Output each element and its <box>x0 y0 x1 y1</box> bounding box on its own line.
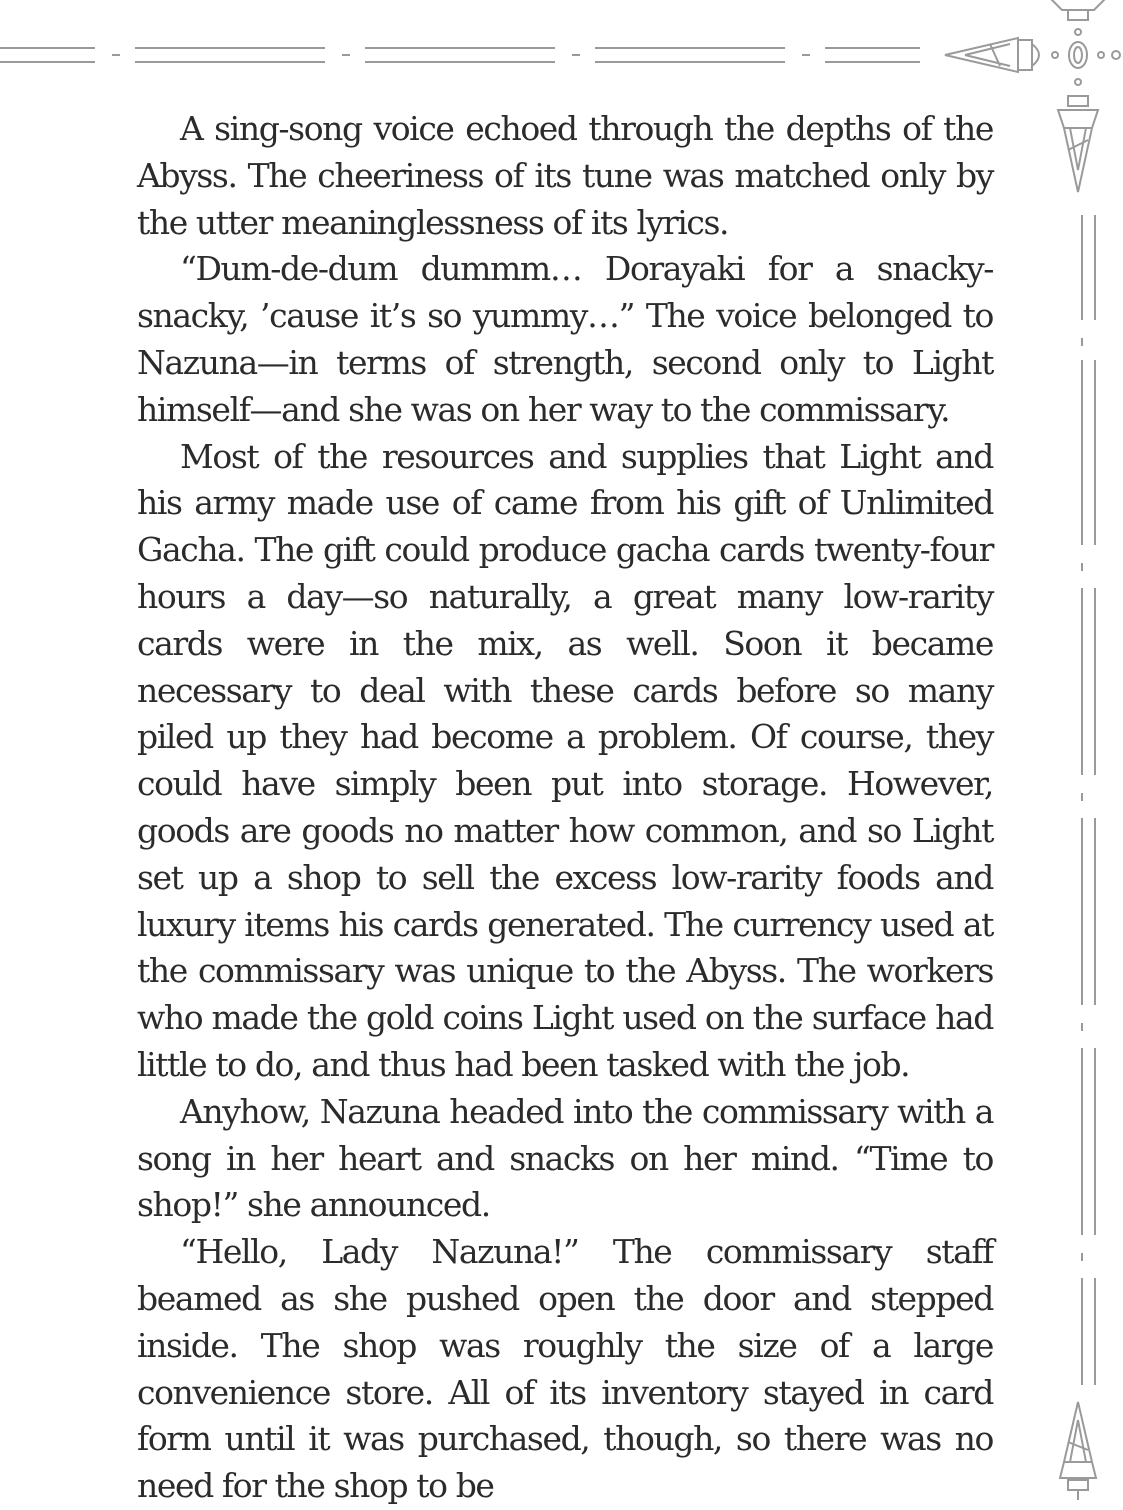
paragraph: “Hello, Lady Nazuna!” The commissary staff beamed as she pushed open the door and stepped inside. The shop was roughly the size of a large convenience store. All of its inventory stayed in card form until it was purchased, though, so there was no need for the shop to be <box>137 1232 993 1506</box>
crystal-pendant-icon <box>1060 1402 1096 1500</box>
crystal-pendant-icon <box>1050 0 1106 192</box>
side-border-line <box>1081 215 1095 1385</box>
paragraph: A sing-song voice echoed through the depths of the Abyss. The cheeriness of its tune was matched only by the utter meaninglessness of its lyrics. <box>137 109 993 242</box>
paragraph: Anyhow, Nazuna headed into the commissary with a song in her heart and snacks on her mind. “Time to shop!” she announced. <box>137 1091 993 1225</box>
paragraph: “Dum-de-dum dummm… Dorayaki for a snacky-snacky, ’cause it’s so yummy…” The voice belonged to Nazuna—in terms of strength, second only to Light himself—and she was on her way to the commissary. <box>137 249 993 429</box>
crystal-arrow-icon <box>945 38 1120 72</box>
paragraph: Most of the resources and supplies that Light and his army made use of came from his gift of Unlimited Gacha. The gift could produce gacha cards twenty-four hours a day—so naturally, a great many low-rarity cards were in the mix, as well. Soon it became necessary to deal with these cards before so many piled up they had become a problem. Of course, they could have simply been put into storage. However, goods are goods no matter how common, and so Light set up a shop to sell the excess low-rarity foods and luxury items his cards generated. The currency used at the commissary was unique to the Abyss. The workers who made the gold coins Light used on the surface had little to do, and thus had been tasked with the job. <box>137 436 993 1084</box>
top-border-line <box>0 48 920 62</box>
page-text <box>137 106 993 1510</box>
